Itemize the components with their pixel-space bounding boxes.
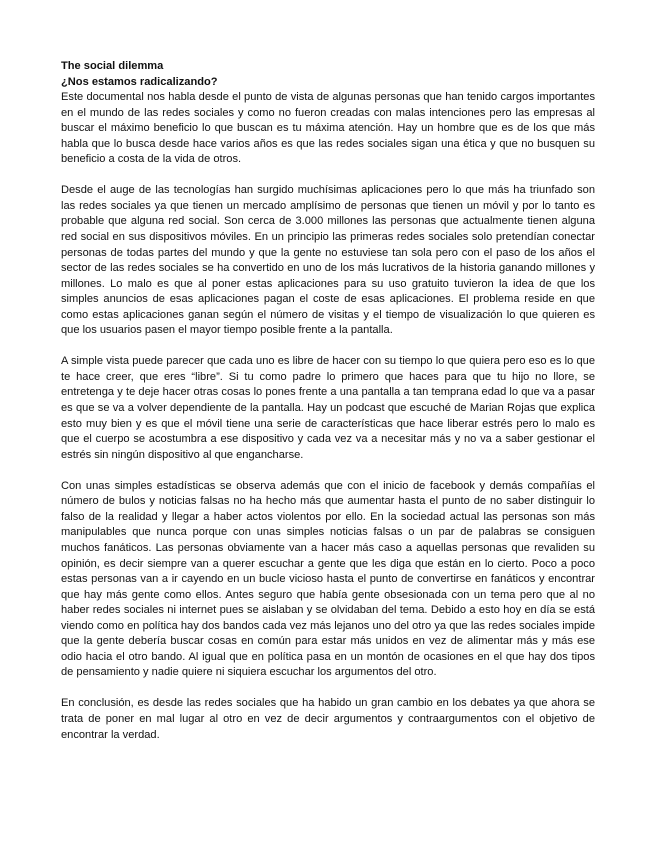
document-page xyxy=(61,59,595,759)
paragraph-conclusion: En conclusión, es desde las redes sociales que ha habido un gran cambio en los debates ya que ahora se trata de poner en mal lugar al otro en vez de decir argumentos y contraargumentos con el objetivo de encontrar la verdad. xyxy=(61,697,595,741)
paragraph-intro: Este documental nos habla desde el punto de vista de algunas personas que han tenido cargos importantes en el mundo de las redes sociales y como no fueron creadas con malas intenciones pero las empresas al buscar el máximo beneficio lo que buscan es tu máxima atención. Hay un hombre que es de los que más habla que lo busca desde hace varios años es que las redes sociales sigan una ética y que no busquen su beneficio a costa de la vida de otros. xyxy=(61,91,595,166)
document-title: The social dilemma xyxy=(61,60,164,72)
paragraph-freedom: A simple vista puede parecer que cada uno es libre de hacer con su tiempo lo que quiera pero eso es lo que te hace creer, que eres “libre”. Si tu como padre lo primero que haces para que tu hijo no llore, se entretenga y te deje hacer otras cosas lo pones frente a una pantalla a tan temprana edad lo que va a pasar es que se va a volver dependiente de la pantalla. Hay un podcast que escuché de Marian Rojas que explica esto muy bien y es que el móvil tiene una serie de características que hace liberar estrés pero lo malo es que el cuerpo se acostumbra a ese dispositivo y cada vez va a necesitar más y no va a saber gestionar el estrés sin ningún dispositivo al que engancharse. xyxy=(61,355,595,461)
paragraph-fake-news: Con unas simples estadísticas se observa además que con el inicio de facebook y demás compañías el número de bulos y noticias falsas no ha hecho más que aumentar hasta el punto de no saber distinguir lo falso de la realidad y llegar a haber actos violentos por ello. En la sociedad actual las personas son más manipulables que nunca porque con unas simples noticias falsas o un par de palabras se consiguen muchos fanáticos. Las personas obviamente van a hacer más caso a aquellas personas que revaliden su opinión, es decir siempre van a querer escuchar a gente que les diga que están en lo cierto. Poco a poco estas personas van a ir cayendo en un bucle vicioso hasta el punto de convertirse en fanáticos y encontrar que hay más gente como ellos. Antes seguro que había gente obsesionada con un tema pero que al no haber redes sociales ni internet pues se aislaban y se olvidaban del tema. Debido a esto hoy en día se está viendo como en política hay dos bandos cada vez más lejanos uno del otro ya que las redes sociales impide que la gente debería buscar cosas en común para estar más unidos en vez de alimentar más y más ese odio hacia el otro bando. Al igual que en política pasa en un montón de ocasiones en el que hay dos tipos de pensamiento y nadie quiere ni siquiera escuchar los argumentos del otro. xyxy=(61,479,595,679)
document-subtitle: ¿Nos estamos radicalizando? xyxy=(61,75,218,88)
paragraph-tech-boom: Desde el auge de las tecnologías han surgido muchísimas aplicaciones pero lo que más ha triunfado son las redes sociales ya que tienen un mercado amplísimo de personas que tienen un móvil y por lo tanto es probable que alguna red social. Son cerca de 3.000 millones las personas que actualmente tienen alguna red social en sus dispositivos móviles. En un principio las primeras redes sociales solo pretendían conectar personas de todas partes del mundo y que la gente no estuviese tan sola pero con el paso de los años el sector de las redes sociales se ha convertido en uno de los más lucrativos de la historia ganando millones y millones. Lo malo es que al poner estas aplicaciones para su uso gratuito tuvieron la idea de que los simples anuncios de esas aplicaciones pagan el coste de esas aplicaciones. El problema reside en que como estas aplicaciones ganan según el número de visitas y el tiempo de visualización lo que quieren es que los usuarios pasen el mayor tiempo posible frente a la pantalla. xyxy=(61,184,595,337)
